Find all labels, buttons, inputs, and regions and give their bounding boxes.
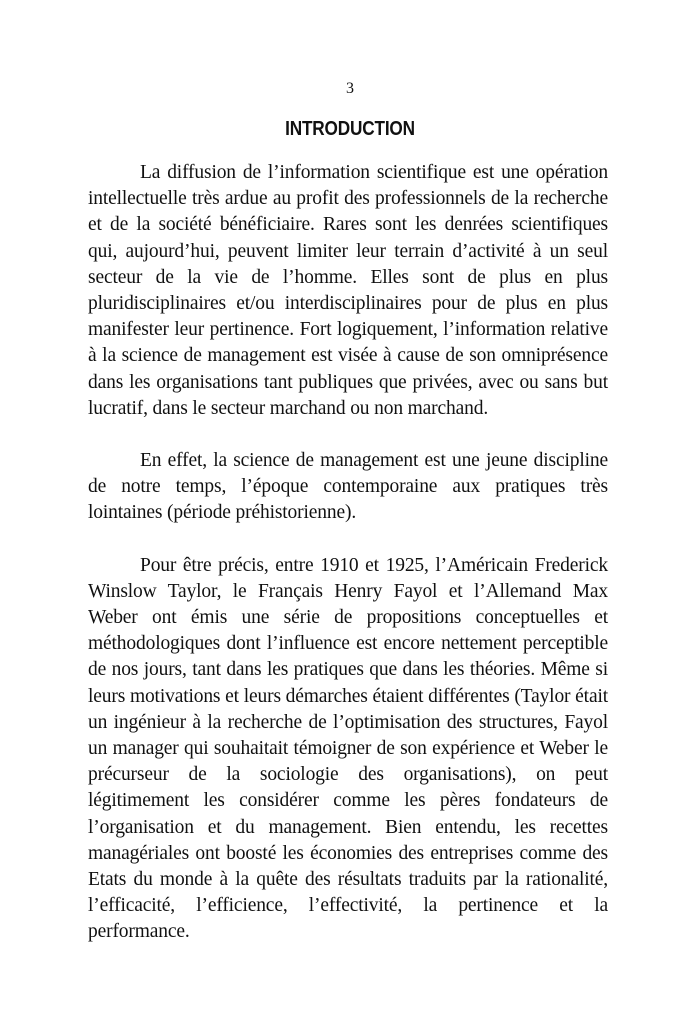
paragraph-3: Pour être précis, entre 1910 et 1925, l’Américain Frederick Winslow Taylor, le Français Henry Fayol et l’Allemand Max Weber ont émis une série de propositions conceptuelles et méthodologiques dont l’influence est encore nettement perceptible de nos jours, tant dans les pratiques que dans les théories. Même si leurs motivations et leurs démarches étaient différentes (Taylor était un ingénieur à la recherche de l’optimisation des structures, Fayol un manager qui souhaitait témoigner de son expérience et Weber le précurseur de la sociologie des organisations), on peut légitimement les considérer comme les pères fondateurs de l’organisation et du management. Bien entendu, les recettes managériales ont boosté les économies des entreprises comme des Etats du monde à la quête des résultats traduits par la rationalité, l’efficacité, l’efficience, l’effectivité, la pertinence et la performance. [88, 554, 608, 943]
paragraph-1: La diffusion de l’information scientifique est une opération intellectuelle très ardue au profit des professionnels de la recherche et de la société bénéficiaire. Rares sont les denrées scientifiques qui, aujourd’hui, peuvent limiter leur terrain d’activité à un seul secteur de la vie de l’homme. Elles sont de plus en plus pluridisciplinaires et/ou interdisciplinaires pour de plus en plus manifester leur pertinence. Fort logiquement, l’information relative à la science de management est visée à cause de son omniprésence dans les organisations tant publiques que privées, avec ou sans but lucratif, dans le secteur marchand ou non marchand. [88, 162, 608, 419]
paragraph-2: En effet, la science de management est une jeune discipline de notre temps, l’époque contemporaine aux pratiques très lointaines (période préhistorienne). [88, 450, 608, 524]
body-text [88, 160, 608, 946]
page-title: INTRODUCTION [285, 118, 415, 140]
page-number: 3 [346, 80, 354, 97]
